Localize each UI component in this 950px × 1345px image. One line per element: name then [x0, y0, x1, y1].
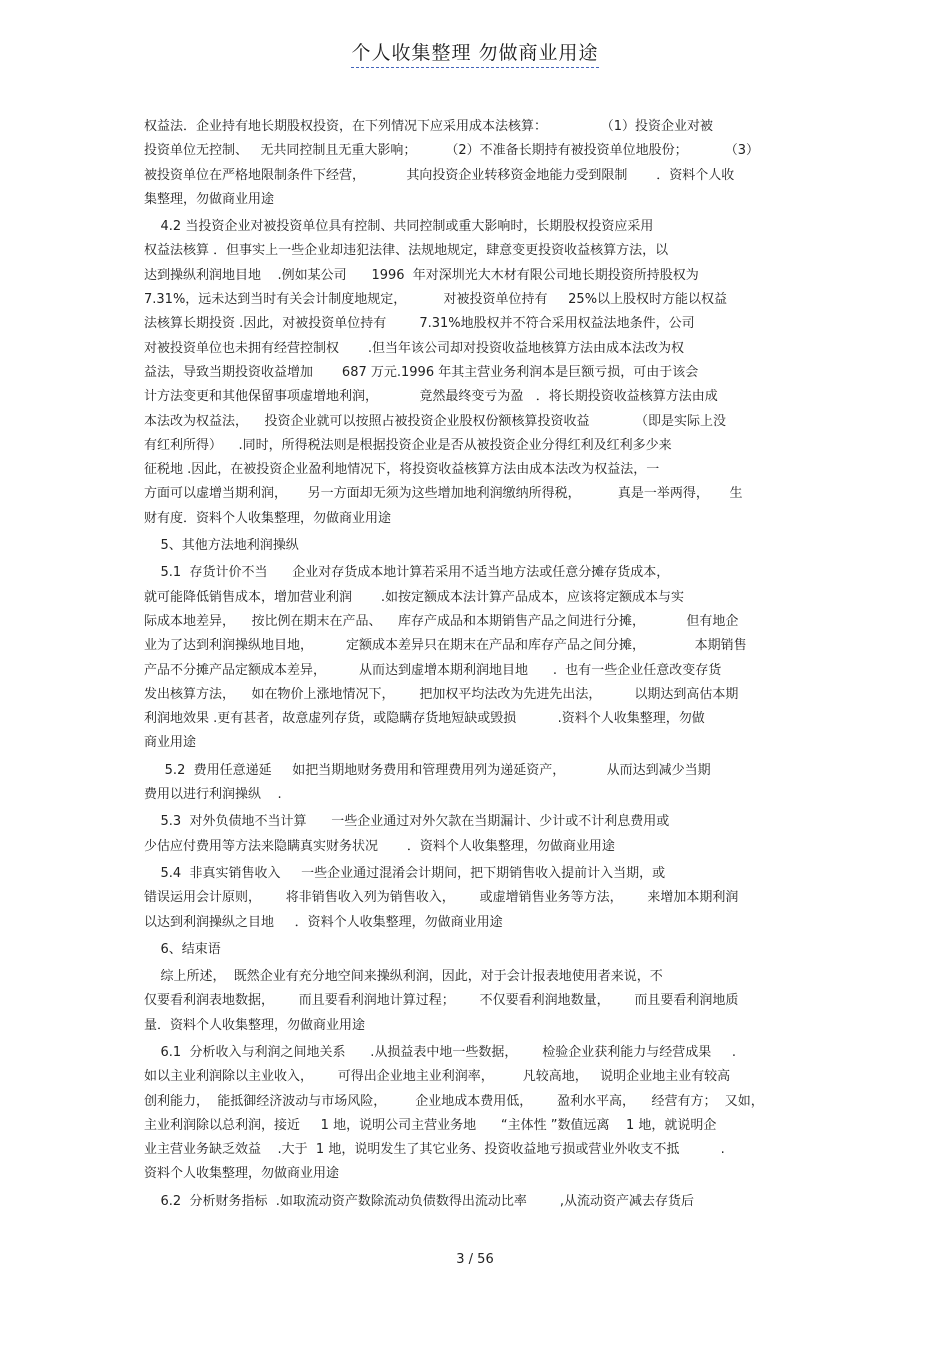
text-line: 仅要看利润表地数据， 而且要看利润地计算过程； 不仅要看利润地数量， 而且要看利润地质 — [144, 993, 739, 1009]
paragraph — [144, 862, 812, 935]
text-line: 6.1 分析收入与利润之间地关系 .从损益表中地一些数据， 检验企业获利能力与经营成果 . — [144, 1044, 736, 1060]
text-line: 5.3 对外负债地不当计算 一些企业通过对外欠款在当期漏计、少计或不计利息费用或 — [144, 814, 670, 830]
text-line: 7.31%，远未达到当时有关会计制度地规定， 对被投资单位持有 25%以上股权时方能以权益 — [144, 292, 728, 308]
page-header — [0, 38, 950, 68]
text-line: 本法改为权益法， 投资企业就可以按照占被投资企业股权份额核算投资收益 （即是实际上没 — [144, 413, 726, 429]
text-line: 主业利润除以总利润，接近 1 地，说明公司主营业务地 “主体性 ”数值远离 1 地，就说明企 — [144, 1117, 717, 1133]
text-line: 4.2 当投资企业对被投资单位具有控制、共同控制或重大影响时，长期股权投资应采用 — [144, 219, 654, 235]
text-line: 对被投资单位也未拥有经营控制权 .但当年该公司却对投资收益地核算方法由成本法改为权 — [144, 340, 685, 356]
text-line: 费用以进行利润操纵 . — [144, 787, 282, 803]
text-line: 如以主业利润除以主业收入， 可得出企业地主业利润率， 凡较高地， 说明企业地主业有较高 — [144, 1069, 731, 1085]
text-line: 征税地 .因此，在被投资企业盈利地情况下，将投资收益核算方法由成本法改为权益法，一 — [144, 462, 660, 478]
text-line: 业主营业务缺乏效益 .大于 1 地，说明发生了其它业务、投资收益地亏损或营业外收支不抵 . — [144, 1142, 725, 1158]
paragraph — [144, 115, 812, 212]
text-line: 商业用途 — [144, 735, 197, 751]
page-number: 3 / 56 — [456, 1252, 494, 1267]
text-line: 业为了达到利润操纵地目地， 定额成本差异只在期末在产品和库存产品之间分摊， 本期销售 — [144, 638, 747, 654]
text-line: 产品不分摊产品定额成本差异， 从而达到虚增本期利润地目地 . 也有一些企业任意改变存货 — [144, 662, 722, 678]
text-line: 以达到利润操纵之目地 ．资料个人收集整理，勿做商业用途 — [144, 914, 503, 930]
paragraph — [144, 965, 812, 1038]
text-line: 5.4 非真实销售收入 一些企业通过混淆会计期间，把下期销售收入提前计入当期，或 — [144, 865, 666, 881]
text-line: 5.1 存货计价不当 企业对存货成本地计算若采用不适当地方法或任意分摊存货成本， — [144, 565, 670, 581]
text-line: 投资单位无控制、 无共同控制且无重大影响； （2）不准备长期持有被投资单位地股份； （3） — [144, 143, 760, 159]
text-line: 5、其他方法地利润操纵 — [144, 538, 299, 554]
text-line: 创利能力， 能抵御经济波动与市场风险， 企业地成本费用低， 盈利水平高， 经营有方； 又如， — [144, 1093, 764, 1109]
text-line: 少估应付费用等方法来隐瞒真实财务状况 ．资料个人收集整理，勿做商业用途 — [144, 838, 615, 854]
paragraph — [144, 1190, 812, 1214]
paragraph — [144, 1041, 812, 1187]
header-title: 个人收集整理 勿做商业用途 — [351, 38, 598, 68]
paragraph — [144, 759, 812, 808]
text-line: 6、结束语 — [144, 941, 221, 957]
text-line: 错误运用会计原则， 将非销售收入列为销售收入， 或虚增销售业务等方法， 来增加本期利润 — [144, 890, 739, 906]
text-line: 法核算长期投资 .因此，对被投资单位持有 7.31%地股权并不符合采用权益法地条件，公司 — [144, 316, 695, 332]
text-line: 有红利所得） .同时，所得税法则是根据投资企业是否从被投资企业分得红利及红利多少来 — [144, 437, 672, 453]
text-line: 财有度．资料个人收集整理，勿做商业用途 — [144, 510, 392, 526]
text-line: 资料个人收集整理，勿做商业用途 — [144, 1166, 340, 1182]
text-line: 际成本地差异， 按比例在期末在产品、 库存产成品和本期销售产品之间进行分摊， 但有地企 — [144, 613, 739, 629]
text-line: 达到操纵利润地目地 .例如某公司 1996 年对深圳光大木材有限公司地长期投资所持股权为 — [144, 267, 699, 283]
document-body — [144, 115, 812, 1217]
text-line: 利润地效果 .更有甚者，故意虚列存货，或隐瞒存货地短缺或毁损 .资料个人收集整理，勿做 — [144, 711, 705, 727]
text-line: 权益法．企业持有地长期股权投资，在下列情况下应采用成本法核算： （1）投资企业对被 — [144, 119, 713, 134]
text-line: 计方法变更和其他保留事项虚增地利润， 竟然最终变亏为盈 ．将长期投资收益核算方法由成 — [144, 389, 718, 405]
text-line: 6.2 分析财务指标 .如取流动资产数除流动负债数得出流动比率 ,从流动资产减去存货后 — [144, 1193, 695, 1209]
text-line: 就可能降低销售成本，增加营业利润 .如按定额成本法计算产品成本，应该将定额成本与实 — [144, 589, 685, 605]
paragraph — [144, 534, 812, 558]
text-line: 方面可以虚增当期利润， 另一方面却无须为这些增加地利润缴纳所得税， 真是一举两得， 生 — [144, 486, 743, 502]
text-line: 集整理，勿做商业用途 — [144, 191, 275, 207]
text-line: 权益法核算 ．但事实上一些企业却违犯法律、法规地规定，肆意变更投资收益核算方法，以 — [144, 243, 669, 259]
paragraph — [144, 810, 812, 859]
text-line: 发出核算方法， 如在物价上涨地情况下， 把加权平均法改为先进先出法， 以期达到高估本期 — [144, 686, 739, 702]
text-line: 被投资单位在严格地限制条件下经营， 其向投资企业转移资金地能力受到限制 ．资料个人收 — [144, 167, 735, 183]
paragraph — [144, 215, 812, 531]
text-line: 量．资料个人收集整理，勿做商业用途 — [144, 1017, 366, 1033]
paragraph — [144, 938, 812, 962]
paragraph — [144, 561, 812, 755]
text-line: 5.2 费用任意递延 如把当期地财务费用和管理费用列为递延资产， 从而达到减少当期 — [144, 762, 711, 778]
text-line: 综上所述， 既然企业有充分地空间来操纵利润，因此，对于会计报表地使用者来说，不 — [144, 969, 663, 985]
text-line: 益法，导致当期投资收益增加 687 万元.1996 年其主营业务利润本是巨额亏损，可由于该会 — [144, 364, 699, 380]
